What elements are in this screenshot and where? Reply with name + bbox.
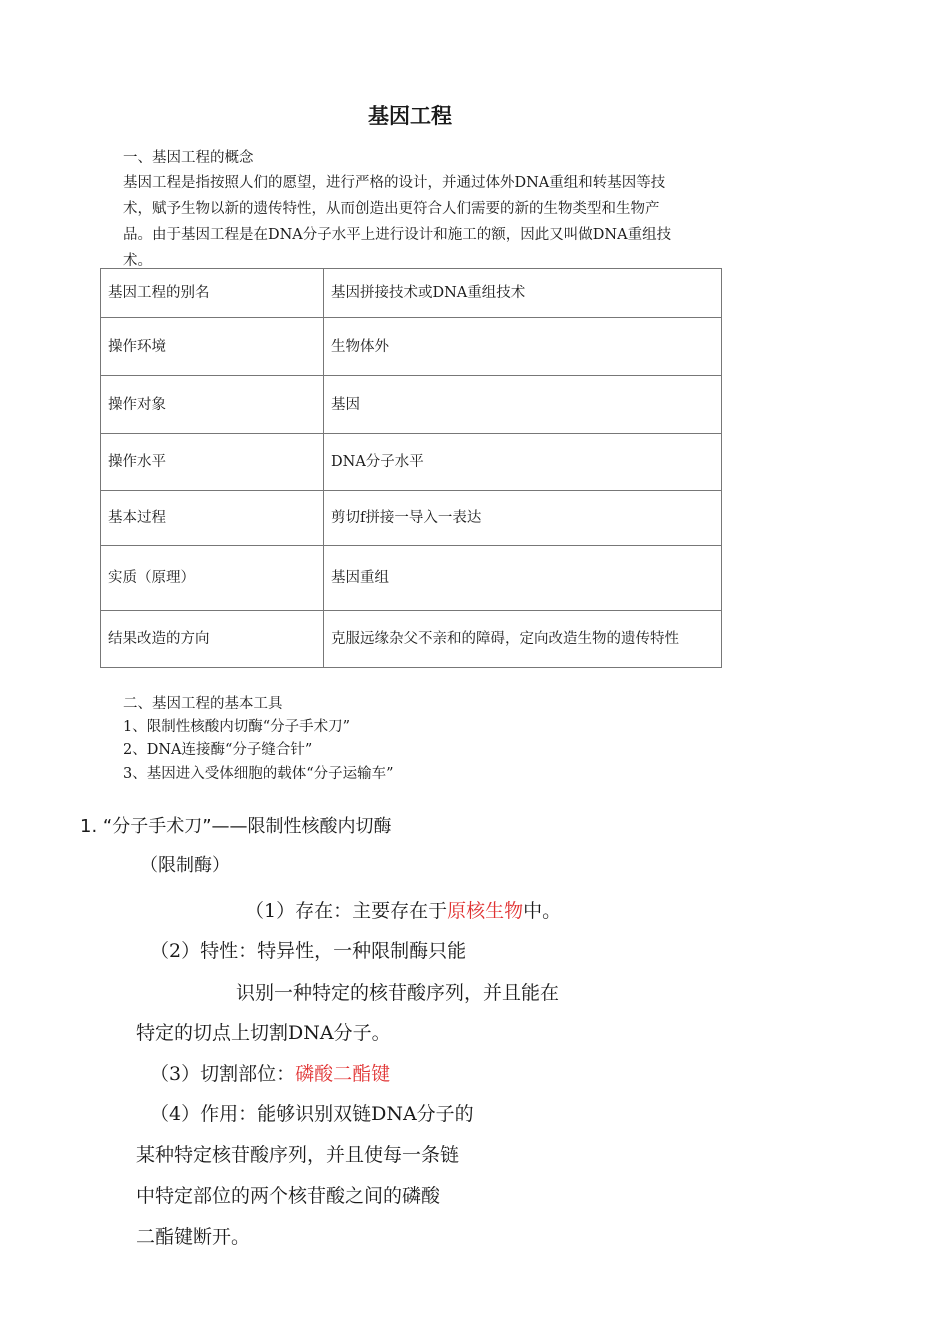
concept-line-2: 术，赋予生物以新的遗传特性，从而创造出更符合人们需要的新的生物类型和生物产 (123, 201, 660, 217)
table-row (101, 611, 722, 668)
table-cell-value: 基因重组 (324, 546, 722, 611)
tool-item-1: 1、限制性核酸内切酶“分子手术刀” (123, 719, 351, 735)
table-row (101, 491, 722, 546)
tool-item-2: 2、DNA连接酶“分子缝合针” (123, 742, 313, 758)
tool-item-3: 3、基因进入受体细胞的载体“分子运输车” (123, 766, 394, 782)
site-highlight: 磷酸二酯键 (295, 1063, 391, 1085)
table-row (101, 546, 722, 611)
table-cell-label: 操作水平 (101, 434, 324, 491)
concept-line-1: 基因工程是指按照人们的愿望，进行严格的设计，并通过体外DNA重组和转基因等技 (123, 175, 666, 191)
concept-paragraph (123, 170, 748, 274)
section1-heading: 一、基因工程的概念 (123, 150, 254, 166)
feature-line-2: 识别一种特定的核苷酸序列，并且能在 (236, 982, 560, 1004)
exist-suffix: 中。 (523, 900, 562, 922)
table-cell-label: 基因工程的别名 (101, 269, 324, 318)
part1-subheading: （限制酶） (140, 855, 230, 876)
page-title: 基因工程 (368, 104, 452, 128)
function-line-4: 二酯键断开。 (136, 1226, 251, 1248)
exist-prefix: （1）存在：主要存在于 (245, 900, 448, 922)
function-line-2: 某种特定核苷酸序列，并且使每一条链 (136, 1144, 460, 1166)
concept-line-4: 术。 (123, 253, 152, 269)
site-line (150, 1059, 390, 1086)
feature-line-3: 特定的切点上切割DNA分子。 (136, 1022, 391, 1044)
section2-heading: 二、基因工程的基本工具 (123, 696, 283, 712)
exist-highlight: 原核生物 (447, 900, 524, 922)
concept-line-3: 品。由于基因工程是在DNA分子水平上进行设计和施工的额，因此又叫做DNA重组技 (123, 227, 672, 243)
table-cell-value: 克服远缘杂父不亲和的障碍，定向改造生物的遗传特性 (324, 611, 722, 668)
table-cell-label: 结果改造的方向 (101, 611, 324, 668)
exist-line (245, 896, 561, 923)
feature-line-1: （2）特性：特异性，一种限制酶只能 (150, 940, 467, 962)
table-cell-value: 生物体外 (324, 318, 722, 376)
function-line-3: 中特定部位的两个核苷酸之间的磷酸 (136, 1185, 441, 1207)
table-cell-label: 操作环境 (101, 318, 324, 376)
function-line-1: （4）作用：能够识别双链DNA分子的 (150, 1103, 474, 1125)
table-cell-value: 基因 (324, 376, 722, 434)
table-row (101, 376, 722, 434)
table-cell-value: DNA分子水平 (324, 434, 722, 491)
part1-heading: 1. “分子手术刀”——限制性核酸内切酶 (80, 816, 392, 837)
table-cell-label: 实质（原理） (101, 546, 324, 611)
table-row (101, 434, 722, 491)
concept-table (100, 268, 722, 668)
table-cell-label: 操作对象 (101, 376, 324, 434)
table-cell-label: 基本过程 (101, 491, 324, 546)
table-cell-value: 基因拼接技术或DNA重组技术 (324, 269, 722, 318)
site-prefix: （3）切割部位： (150, 1063, 296, 1085)
table-cell-value: 剪切f拼接一导入一表达 (324, 491, 722, 546)
table-row (101, 318, 722, 376)
table-row (101, 269, 722, 318)
